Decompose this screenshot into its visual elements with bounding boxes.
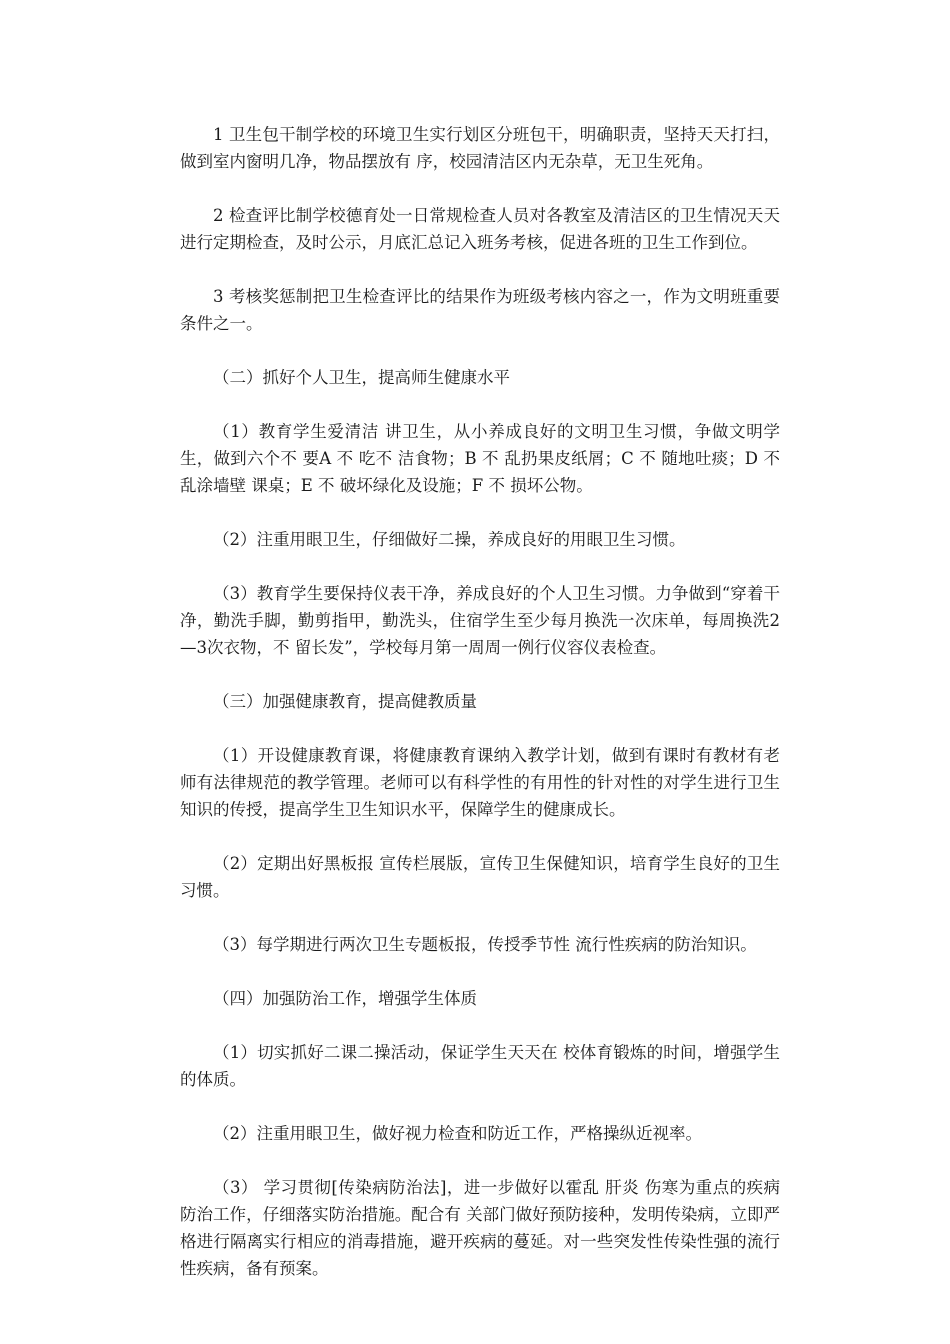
paragraph-physical-exercise: （1）切实抓好二课二操活动，保证学生天天在 校体育锻炼的时间，增强学生的体质。 <box>180 1043 780 1089</box>
paragraph-health-course: （1）开设健康教育课，将健康教育课纳入教学计划，做到有课时有教材有老师有法律规范的教学管理。老师可以有科学性的有用性的针对性的对学生进行卫生知识的传授，提高学生卫生知识水平，保障学生的健康成长。 <box>180 746 780 819</box>
section-heading-prevention: （四）加强防治工作，增强学生体质 <box>213 989 477 1008</box>
paragraph-inspection-system: 2 检查评比制学校德育处一日常规检查人员对各教室及清洁区的卫生情况天天进行定期检查，及时公示，月底汇总记入班务考核，促进各班的卫生工作到位。 <box>180 206 780 252</box>
paragraph-assessment-system: 3 考核奖惩制把卫生检查评比的结果作为班级考核内容之一，作为文明班重要条件之一。 <box>180 287 780 333</box>
section-heading-personal-hygiene: （二）抓好个人卫生，提高师生健康水平 <box>213 368 510 387</box>
paragraph-vision-check: （2）注重用眼卫生，做好视力检查和防近工作，严格操纵近视率。 <box>213 1124 702 1143</box>
section-heading-health-education: （三）加强健康教育，提高健教质量 <box>213 692 477 711</box>
paragraph-cleaning-responsibility: 1 卫生包干制学校的环境卫生实行划区分班包干，明确职责，坚持天天打扫，做到室内窗明几净，物品摆放有 序，校园清洁区内无杂草，无卫生死角。 <box>180 125 780 171</box>
paragraph-hygiene-habits: （1）教育学生爱清洁 讲卫生，从小养成良好的文明卫生习惯，争做文明学生，做到六个不 要A 不 吃不 洁食物；B 不 乱扔果皮纸屑；C 不 随地吐痰；D 不 乱涂墙壁 课桌；E 不 破坏绿化及设施；F 不 损坏公物。 <box>180 422 780 495</box>
paragraph-blackboard: （2）定期出好黑板报 宣传栏展版，宣传卫生保健知识，培育学生良好的卫生习惯。 <box>180 854 780 900</box>
paragraph-seasonal-disease: （3）每学期进行两次卫生专题板报，传授季节性 流行性疾病的防治知识。 <box>213 935 757 954</box>
paragraph-appearance: （3）教育学生要保持仪表干净，养成良好的个人卫生习惯。力争做到“穿着干净，勤洗手脚，勤剪指甲，勤洗头，住宿学生至少每月换洗一次床单，每周换洗2—3次衣物，不 留长发”，学校每月第一周周一例行仪容仪表检查。 <box>180 584 780 657</box>
document-body <box>180 121 780 1309</box>
paragraph-eye-hygiene: （2）注重用眼卫生，仔细做好二操，养成良好的用眼卫生习惯。 <box>213 530 686 549</box>
paragraph-infectious-disease: （3） 学习贯彻[传染病防治法]，进一步做好以霍乱 肝炎 伤寒为重点的疾病防治工作，仔细落实防治措施。配合有 关部门做好预防接种，发明传染病，立即严格进行隔离实行相应的消毒措施，避开疾病的蔓延。对一些突发性传染性强的流行性疾病，备有预案。 <box>180 1178 780 1278</box>
